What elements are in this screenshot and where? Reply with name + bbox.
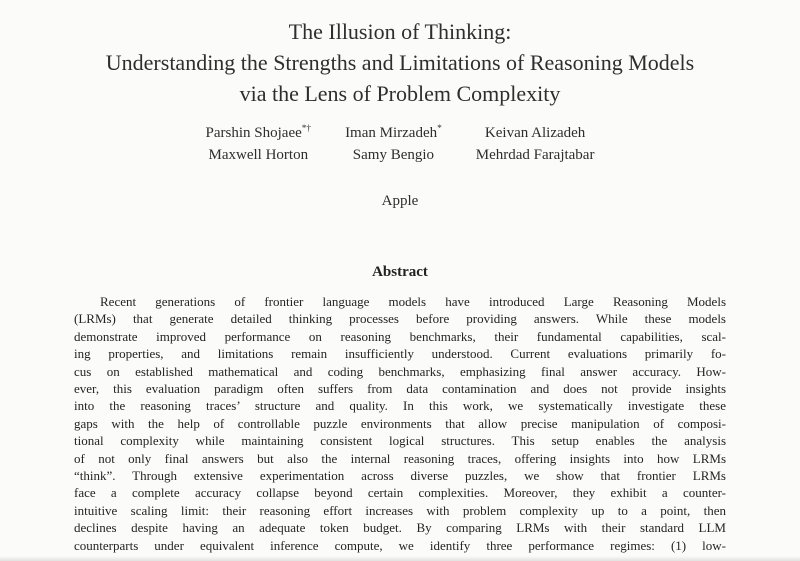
author-name: Maxwell Horton	[208, 147, 309, 163]
paper-page	[0, 16, 800, 561]
author-keivan-alizadeh	[476, 123, 595, 144]
abstract-line: Recent generations of frontier language models have introduced Large Reasoning Models	[100, 294, 726, 309]
abstract-line: intuitive scaling limit: their reasoning effort increases with problem complexity up to a point, then	[74, 502, 726, 518]
abstract-heading: Abstract	[372, 264, 428, 280]
author-name: Keivan Alizadeh	[484, 125, 586, 141]
abstract-line: demonstrate improved performance on reasoning benchmarks, their fundamental capabilities, scal-	[74, 328, 726, 344]
abstract-line: cus on established mathematical and coding benchmarks, emphasizing final answer accuracy. How-	[74, 363, 726, 379]
abstract-line: tional complexity while maintaining consistent logical structures. This setup enables the analysis	[74, 433, 726, 449]
author-superscript: *	[437, 124, 442, 134]
abstract-line: ever, this evaluation paradigm often suffers from data contamination and does not provide insights	[74, 381, 726, 397]
affiliation: Apple	[381, 193, 419, 209]
author-name: Parshin Shojaee	[205, 125, 302, 141]
abstract-line: of not only final answers but also the internal reasoning traces, offering insights into how LRMs	[74, 450, 726, 466]
author-superscript: *†	[301, 124, 312, 134]
author-mehrdad-farajtabar	[476, 145, 595, 166]
paper-title-line-1: The Illusion of Thinking:	[288, 19, 512, 44]
paper-title-line-2: Understanding the Strengths and Limitations of Reasoning Models	[105, 50, 695, 75]
abstract-line: into the reasoning traces’ structure and quality. In this work, we systematically investigate these	[74, 398, 726, 414]
author-name: Mehrdad Farajtabar	[475, 147, 595, 163]
paper-title	[0, 16, 800, 109]
abstract-line: counterparts under equivalent inference compute, we identify three performance regimes: (1) low-	[74, 537, 726, 553]
author-name: Samy Bengio	[352, 147, 435, 163]
author-iman-mirzadeh	[345, 123, 442, 144]
paper-title-line-3: via the Lens of Problem Complexity	[239, 81, 561, 106]
authors-block	[206, 123, 595, 166]
page-bottom-edge	[0, 556, 800, 561]
author-samy-bengio	[345, 145, 442, 166]
abstract-body	[74, 293, 726, 554]
abstract-line: ing properties, and limitations remain insufficiently understood. Current evaluations primarily fo-	[74, 346, 726, 362]
author-maxwell-horton	[206, 145, 312, 166]
abstract-line: face a complete accuracy collapse beyond certain complexities. Moreover, they exhibit a counter-	[74, 485, 726, 501]
abstract-line: (LRMs) that generate detailed thinking processes before providing answers. While these models	[74, 311, 726, 327]
abstract-line: declines despite having an adequate token budget. By comparing LRMs with their standard LLM	[74, 520, 726, 536]
abstract-line: gaps with the help of controllable puzzle environments that allow precise manipulation of composi-	[74, 415, 726, 431]
author-parshin-shojaee	[206, 123, 312, 144]
author-name: Iman Mirzadeh	[345, 125, 438, 141]
abstract-line: “think”. Through extensive experimentation across diverse puzzles, we show that frontier LRMs	[74, 468, 726, 484]
